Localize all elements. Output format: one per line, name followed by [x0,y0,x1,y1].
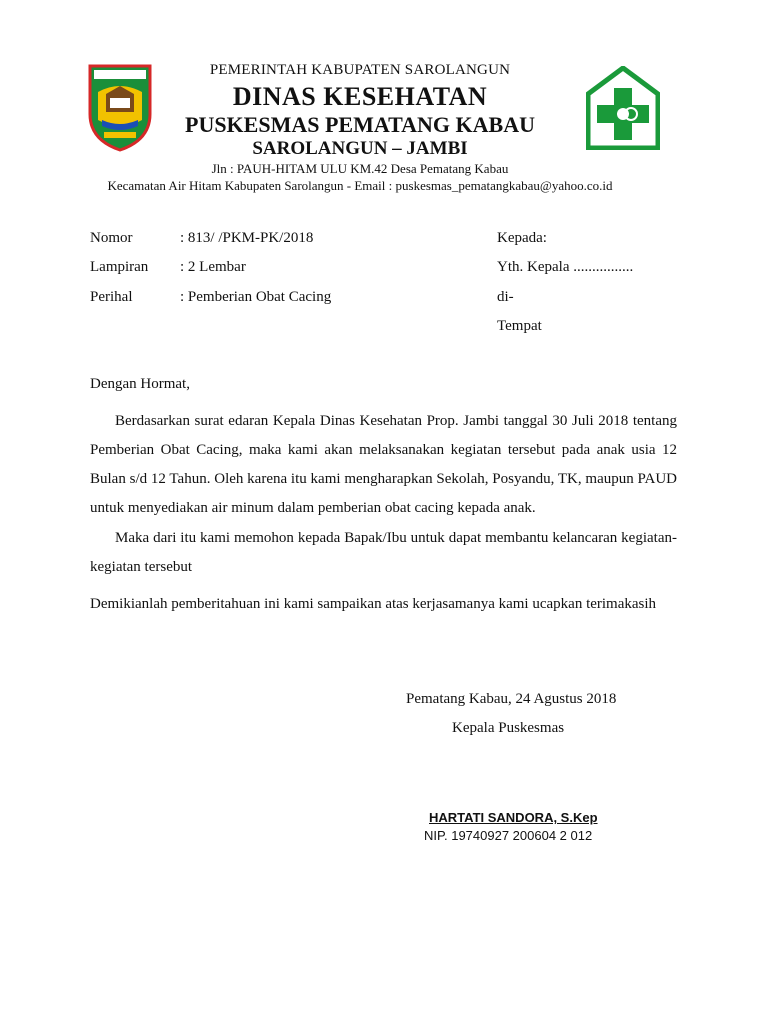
nomor-value: : 813/ /PKM-PK/2018 [180,230,314,246]
signer-name: HARTATI SANDORA, S.Kep [429,810,598,825]
salutation: Dengan Hormat, [90,376,190,392]
perihal-label: Perihal [90,289,133,305]
letterhead-government: PEMERINTAH KABUPATEN SAROLANGUN [209,62,511,78]
body-paragraph-3: Demikianlah pemberitahuan ini kami sampaikan atas kerjasamanya kami ucapkan terimakasih [90,596,657,612]
perihal-value: : Pemberian Obat Cacing [180,289,332,305]
body-paragraph-2: Maka dari itu kami memohon kepada Bapak/Ibu untuk dapat membantu kelancaran kegiatan-kegiatan tersebut [90,530,677,575]
body-paragraph-1: Berdasarkan surat edaran Kepala Dinas Kesehatan Prop. Jambi tanggal 30 Juli 2018 tentang Pemberian Obat Cacing, maka kami akan melaksanakan kegiatan tersebut pada anak usia 12 Bulan s/d 12 Tahun. Oleh karena itu kami mengharapkan Sekolah, Posyandu, TK, maupun PAUD untuk menyediakan air minum dalam pemberian obat cacing kepada anak. [90,413,677,516]
recipient-name: Yth. Kepala ................ [497,259,634,275]
puskesmas-cross-icon [586,66,660,150]
nomor-label: Nomor [90,230,133,246]
letterhead-address: Jln : PAUH-HITAM ULU KM.42 Desa Pematang Kabau [211,161,509,176]
lampiran-label: Lampiran [90,259,149,275]
lampiran-value: : 2 Lembar [180,259,246,275]
signer-nip: NIP. 19740927 200604 2 012 [424,828,593,843]
letterhead-region: SAROLANGUN – JAMBI [252,138,468,159]
letterhead-institution: PUSKESMAS PEMATANG KABAU [185,112,535,137]
signer-position: Kepala Puskesmas [452,720,565,736]
recipient-place: Tempat [497,318,542,334]
letterhead [80,58,680,198]
place-date: Pematang Kabau, 24 Agustus 2018 [406,691,617,707]
letterhead-address-email: Kecamatan Air Hitam Kabupaten Sarolangun - Email : puskesmas_pematangkabau@yahoo.co.id [107,178,613,193]
letterhead-department: DINAS KESEHATAN [232,82,488,111]
recipient-heading: Kepada: [497,230,547,246]
letter-meta [0,230,768,334]
recipient-di: di- [497,289,514,305]
